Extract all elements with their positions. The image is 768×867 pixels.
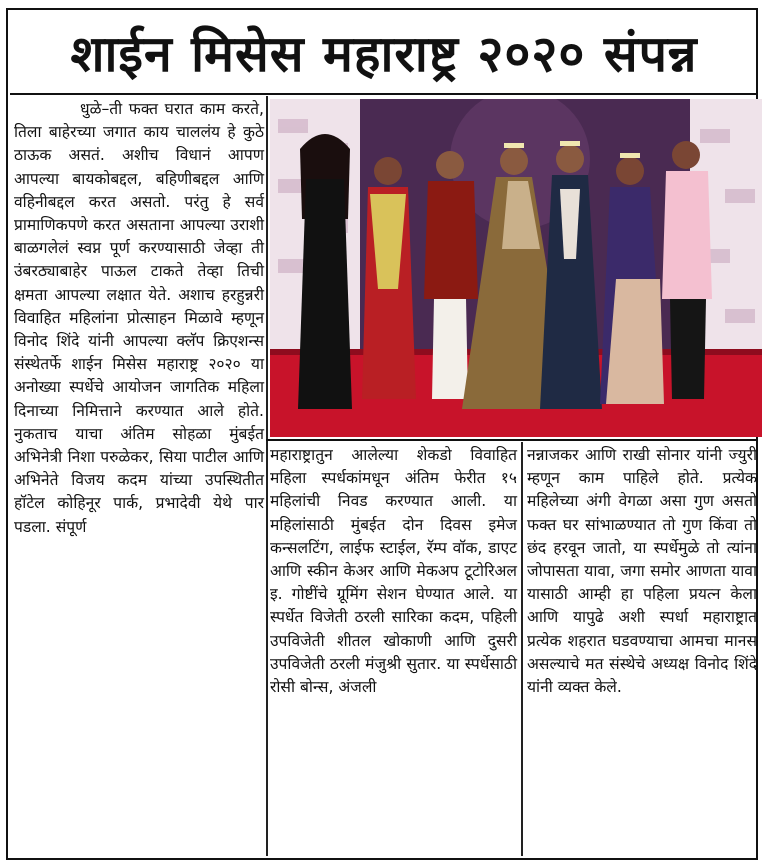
article-column-1	[14, 98, 264, 858]
column-divider-2	[521, 442, 523, 856]
photo-illustration	[270, 99, 762, 437]
column-divider-1	[266, 96, 268, 856]
event-photo	[270, 99, 762, 437]
headline-rule	[10, 93, 756, 95]
headline: शाईन मिसेस महाराष्ट्र २०२० संपन्न	[70, 25, 698, 83]
article-column-2	[270, 444, 517, 858]
column-1-text: धुळे–ती फक्त घरात काम करते, तिला बाहेरच्या जगात काय चाललंय हे कुठे ठाऊक असतं. अशीच विधानं आपण आपल्या बायकोबद्दल, बहिणीबद्दल आणि वहिनीबद्दल करत असतो. परंतु हे सर्व प्रामाणिकपणे करत असताना आपल्या उराशी बाळगलेलं स्वप्न पूर्ण करण्यासाठी जेव्हा ती उंबरठ्याबाहेर पाऊल टाकते तेव्हा तिची क्षमता आपल्या लक्षात येते. अशाच हरहुन्नरी विवाहित महिलांना प्रोत्साहन मिळावे म्हणून विनोद शिंदे यांनी आपल्या क्लॅप क्रिएशन्स संस्थेतर्फे शाईन मिसेस महाराष्ट्र २०२० या अनोख्या स्पर्धेचे आयोजन जागतिक महिला दिनाच्या निमित्ताने करण्यात आले होते. नुकताच याचा अंतिम सोहळा मुंबईत अभिनेत्री निशा परुळेकर, सिया पाटील आणि अभिनेते विजय कदम यांच्या उपस्थितीत हॉटेल कोहिनूर पार्क, प्रभादेवी येथे पार पडला. संपूर्ण	[14, 100, 264, 536]
column-3-text: नन्नाजकर आणि राखी सोनार यांनी ज्युरी म्हणून काम पाहिले होते. प्रत्येक महिलेच्या अंगी वेगळा असा गुण असतो फक्त घर सांभाळण्यात तो गुण किंवा तो छंद हरवून जातो, या स्पर्धेमुळे तो त्यांना जोपासता यावा, जगा समोर आणता यावा यासाठी आम्ही हा पहिला प्रयत्न केला आणि यापुढे अशी स्पर्धा महाराष्ट्रात प्रत्येक शहरात घडवण्याचा आमचा मानस असल्याचे मत संस्थेचे अध्यक्ष विनोद शिंदे यांनी व्यक्त केले.	[527, 446, 757, 697]
photo-rule	[266, 439, 758, 441]
article-column-3	[527, 444, 757, 858]
column-2-text: महाराष्ट्रातुन आलेल्या शेकडो विवाहित महिला स्पर्धकांमधून अंतिम फेरीत १५ महिलांची निवड करण्यात आली. या महिलांसाठी मुंबईत दोन दिवस इमेज कन्सलटिंग, लाईफ स्टाईल, रॅम्प वॉक, डाएट आणि स्कीन केअर आणि मेकअप टूटोरिअल इ. गोष्टींचे ग्रूमिंग सेशन घेण्यात आले. या स्पर्धेत विजेती ठरली सारिका कदम, पहिली उपविजेती शीतल खोकाणी आणि दुसरी उपविजेती ठरली मंजुश्री सुतार. या स्पर्धेसाठी रोसी बोन्स, अंजली	[270, 446, 517, 697]
